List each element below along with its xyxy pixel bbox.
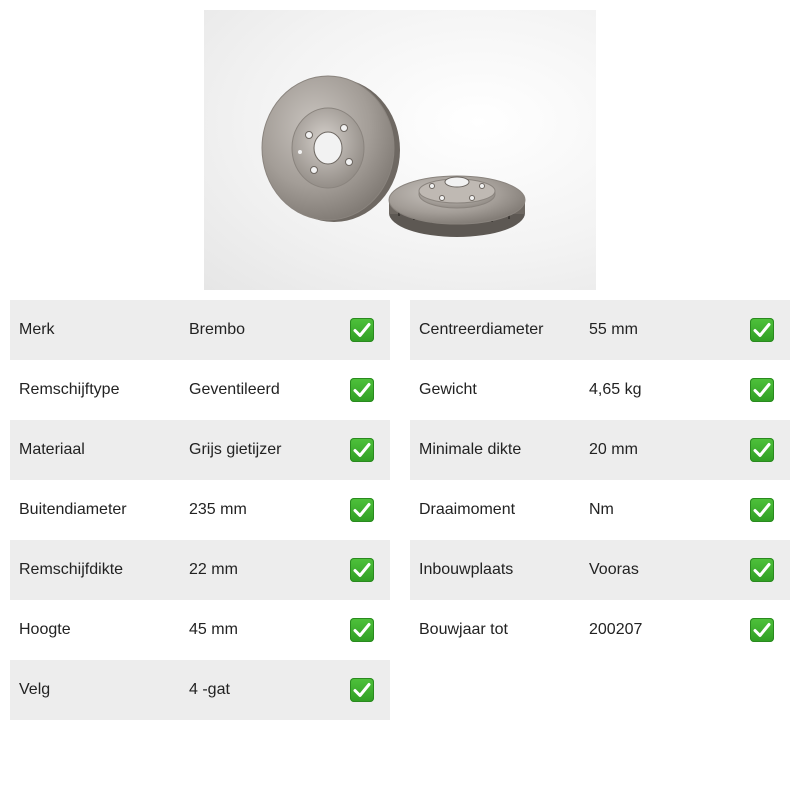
spec-value: Nm: [589, 501, 614, 518]
check-mark-icon: [350, 438, 374, 462]
spec-value: Vooras: [589, 561, 639, 578]
spec-value: Brembo: [189, 321, 246, 338]
spec-label: Bouwjaar tot: [419, 621, 508, 638]
spec-label: Merk: [19, 321, 55, 338]
spec-label: Materiaal: [19, 441, 85, 458]
check-mark-icon: [350, 558, 374, 582]
spec-row-buitendiameter: [10, 480, 390, 540]
spec-row-draaimoment: [410, 480, 790, 540]
spec-row-bouwjaar-tot: [410, 600, 790, 660]
spec-row-remschijftype: [10, 360, 390, 420]
spec-row-materiaal: [10, 420, 390, 480]
spec-label: Gewicht: [419, 381, 477, 398]
spec-table-right: [410, 300, 790, 660]
check-mark-icon: [750, 318, 774, 342]
spec-value: Grijs gietijzer: [189, 441, 282, 458]
spec-value: 235 mm: [189, 501, 247, 518]
spec-value: 4,65 kg: [589, 381, 642, 398]
spec-label: Centreerdiameter: [419, 321, 544, 338]
check-mark-icon: [750, 438, 774, 462]
spec-label: Hoogte: [19, 621, 71, 638]
check-mark-icon: [350, 498, 374, 522]
spec-value: 55 mm: [589, 321, 638, 338]
spec-row-gewicht: [410, 360, 790, 420]
brake-disc-image: [204, 10, 596, 290]
product-photo: [204, 10, 596, 290]
spec-table-left: [10, 300, 390, 720]
check-mark-icon: [350, 318, 374, 342]
spec-label: Velg: [19, 681, 51, 698]
spec-value: 45 mm: [189, 621, 238, 638]
spec-row-minimale-dikte: [410, 420, 790, 480]
spec-label: Remschijftype: [19, 381, 120, 398]
check-mark-icon: [350, 378, 374, 402]
spec-row-velg: [10, 660, 390, 720]
spec-label: Minimale dikte: [419, 441, 522, 458]
check-mark-icon: [750, 558, 774, 582]
spec-row-merk: [10, 300, 390, 360]
check-mark-icon: [350, 618, 374, 642]
check-mark-icon: [750, 498, 774, 522]
spec-row-centreerdiameter: [410, 300, 790, 360]
spec-row-remschijfdikte: [10, 540, 390, 600]
spec-value: Geventileerd: [189, 381, 280, 398]
spec-value: 22 mm: [189, 561, 238, 578]
spec-value: 4 -gat: [189, 681, 230, 698]
check-mark-icon: [750, 618, 774, 642]
spec-row-hoogte: [10, 600, 390, 660]
spec-label: Draaimoment: [419, 501, 516, 518]
spec-row-inbouwplaats: [410, 540, 790, 600]
spec-value: 200207: [589, 621, 643, 638]
spec-label: Buitendiameter: [19, 501, 127, 518]
check-mark-icon: [350, 678, 374, 702]
spec-label: Remschijfdikte: [19, 561, 124, 578]
spec-value: 20 mm: [589, 441, 638, 458]
check-mark-icon: [750, 378, 774, 402]
spec-label: Inbouwplaats: [419, 561, 514, 578]
